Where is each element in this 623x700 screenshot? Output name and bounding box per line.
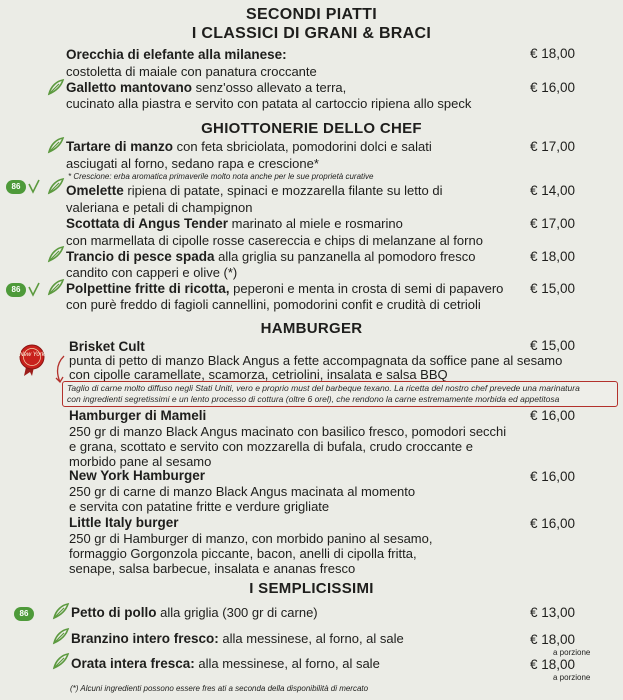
dish-newyork-desc: 250 gr di carne di manzo Black Angus macinata al momento <box>69 484 416 499</box>
leaf-icon <box>52 627 70 645</box>
dish-tartare: Tartare di manzo con feta sbriciolata, pomodorini dolci e salati <box>66 139 432 154</box>
leaf-icon <box>47 245 65 263</box>
seal-text: New York <box>19 352 45 358</box>
footer-note: (*) Alcuni ingredienti possono essere fres ati a seconda della disponibilità di mercato <box>70 684 369 693</box>
dish-mameli: Hamburger di Mameli <box>69 408 207 423</box>
dish-newyork: New York Hamburger <box>69 468 206 483</box>
dish-littleitaly-desc-2: formaggio Gorgonzola piccante, bacon, anelli di cipolla fritta, <box>69 546 417 561</box>
dish-branzino: Branzino intero fresco: alla messinese, al forno, al sale <box>71 631 404 646</box>
dish-littleitaly-desc: 250 gr di Hamburger di manzo, con morbido panino al sesamo, <box>69 531 433 546</box>
dish-omelette: Omelette ripiena di patate, spinaci e mozzarella filante su letto di <box>66 183 443 198</box>
brisket-note: Taglio di carne molto diffuso negli Stati Uniti, vero e proprio must del barbeque texano. La ricetta del nostro chef prevede una marinatura con ingredienti segretissimi e un lento processo di cottura (oltre 6 orel), che rendono la carne estremamente morbida ed appetitosa <box>62 381 618 407</box>
section-title-hamburger: HAMBURGER <box>260 320 363 337</box>
price-tartare: € 17,00 <box>530 139 576 154</box>
dish-trancio: Trancio di pesce spada alla griglia su panzanella al pomodoro fresco <box>66 249 476 264</box>
dish-galletto-desc: cucinato alla piastra e servito con patata al cartoccio ripiena allo speck <box>66 96 472 111</box>
dish-newyork-desc-2: e servita con patatine fritte e verdure grigliate <box>69 499 330 514</box>
section-title-chef: GHIOTTONERIE DELLO CHEF <box>201 120 422 137</box>
dish-littleitaly: Little Italy burger <box>69 515 179 530</box>
dish-polpettine-desc: con purè freddo di fagioli cannellini, pomodorini confit e crudità di cetrioli <box>66 297 481 312</box>
dish-orecchia: Orecchia di elefante alla milanese: <box>66 47 287 62</box>
price-orata: € 18,00 <box>530 657 576 672</box>
leaf-icon <box>47 278 65 296</box>
dish-galletto: Galletto mantovano senz'osso allevato a terra, <box>66 80 347 95</box>
dish-scottata-desc: con marmellata di cipolle rosse casereccia e chips di melanzane al forno <box>66 233 483 248</box>
check-icon <box>27 281 41 297</box>
check-icon <box>27 178 41 194</box>
dish-littleitaly-desc-3: senape, salsa barbecue, insalata e ananas fresco <box>69 561 356 576</box>
leaf-icon <box>52 652 70 670</box>
price-trancio: € 18,00 <box>530 249 576 264</box>
porzione-label: a porzione <box>553 648 591 657</box>
section-title-semplicissimi: I SEMPLICISSIMI <box>249 580 374 597</box>
price-mameli: € 16,00 <box>530 408 576 423</box>
dish-tartare-footnote: * Crescione: erba aromatica primaverile molto nota anche per le sue proprietà curative <box>68 172 374 181</box>
vegetarian-badge: 86 <box>6 283 26 297</box>
section-title-secondi: SECONDI PIATTI <box>245 6 378 23</box>
leaf-icon <box>47 177 65 195</box>
dish-brisket-desc-2: con cipolle caramellate, scamorza, cetriolini, insalata e salsa BBQ <box>69 367 448 382</box>
vegetarian-badge: 86 <box>6 180 26 194</box>
dish-orecchia-desc: costoletta di maiale con panatura croccante <box>66 64 317 79</box>
section-subtitle-classici: I CLASSICI DI GRANI & BRACI <box>191 25 432 42</box>
dish-polpettine: Polpettine fritte di ricotta, peperoni e menta in crosta di semi di papavero <box>66 281 504 296</box>
new-york-seal-icon <box>17 343 47 377</box>
price-pollo: € 13,00 <box>530 605 576 620</box>
dish-brisket: Brisket Cult <box>69 339 145 354</box>
price-galletto: € 16,00 <box>530 80 576 95</box>
price-newyork: € 16,00 <box>530 469 576 484</box>
price-brisket: € 15,00 <box>530 338 576 353</box>
price-polpettine: € 15,00 <box>530 281 576 296</box>
leaf-icon <box>52 602 70 620</box>
leaf-icon <box>47 136 65 154</box>
dish-brisket-desc: punta di petto di manzo Black Angus a fette accompagnata da soffice pane al sesamo <box>69 353 563 368</box>
dish-mameli-desc-3: morbido pane al sesamo <box>69 454 212 469</box>
price-scottata: € 17,00 <box>530 216 576 231</box>
dish-scottata: Scottata di Angus Tender marinato al miele e rosmarino <box>66 216 403 231</box>
dish-pollo: Petto di pollo alla griglia (300 gr di carne) <box>71 605 318 620</box>
price-littleitaly: € 16,00 <box>530 516 576 531</box>
dish-mameli-desc-2: e grana, scottato e servito con mozzarella di bufala, crudo croccante e <box>69 439 473 454</box>
dish-trancio-desc: candito con capperi e olive (*) <box>66 265 238 280</box>
price-orecchia: € 18,00 <box>530 46 576 61</box>
dish-tartare-desc: asciugati al forno, sedano rapa e crescione* <box>66 156 319 171</box>
price-branzino: € 18,00 <box>530 632 576 647</box>
dish-orata: Orata intera fresca: alla messinese, al forno, al sale <box>71 656 380 671</box>
price-omelette: € 14,00 <box>530 183 576 198</box>
dish-mameli-desc: 250 gr di manzo Black Angus macinato con basilico fresco, pomodori secchi <box>69 424 507 439</box>
dish-omelette-desc: valeriana e petali di champignon <box>66 200 253 215</box>
vegetarian-badge: 86 <box>14 607 34 621</box>
leaf-icon <box>47 78 65 96</box>
porzione-label: a porzione <box>553 673 591 682</box>
